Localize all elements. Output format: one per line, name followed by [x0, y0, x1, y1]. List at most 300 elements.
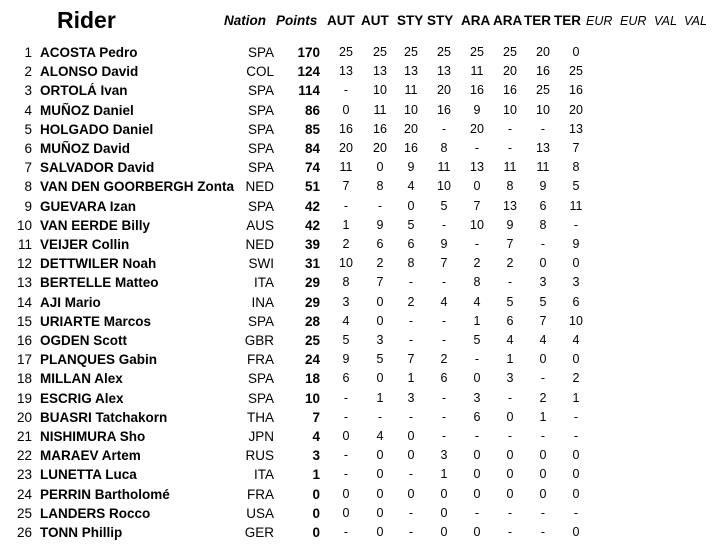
rider-nation: GBR	[244, 333, 274, 348]
race-result-cell: 2	[342, 237, 350, 251]
race-result-cell: 1	[506, 352, 514, 367]
rider-name: AJI Mario	[40, 294, 101, 310]
race-result-cell: 20	[503, 64, 517, 79]
race-result-cell: 20	[339, 141, 353, 155]
race-result-cell: -	[408, 333, 414, 347]
race-result-cell: 10	[437, 179, 451, 194]
rider-position: 17	[16, 352, 32, 368]
race-result-cell: 20	[536, 45, 550, 59]
race-result-cell: 3	[407, 390, 415, 405]
race-header-eur: EUR	[586, 14, 613, 28]
race-result-cell: 11	[569, 198, 583, 213]
rider-name: LUNETTA Luca	[40, 467, 137, 483]
race-result-cell: 7	[342, 179, 350, 194]
rider-nation: USA	[246, 505, 274, 521]
race-result-cell: 5	[440, 198, 448, 213]
rider-position: 1	[24, 45, 32, 60]
rider-points: 42	[304, 217, 320, 233]
race-result-cell: 13	[404, 64, 418, 79]
race-result-cell: 5	[572, 179, 580, 194]
rider-position: 3	[24, 83, 32, 99]
race-result-cell: 0	[407, 198, 415, 213]
table-row	[0, 314, 720, 333]
race-result-cell: -	[441, 313, 447, 328]
table-row	[0, 352, 720, 371]
race-header-ter: TER	[554, 13, 581, 28]
rider-points: 29	[304, 275, 320, 291]
rider-points: 51	[304, 179, 320, 195]
race-result-cell: 7	[572, 141, 580, 155]
race-result-cell: 0	[539, 256, 547, 271]
race-result-cell: 16	[404, 141, 418, 155]
race-result-cell: 6	[440, 371, 448, 386]
table-row	[0, 122, 720, 141]
race-result-cell: 2	[440, 352, 448, 367]
race-result-cell: 7	[440, 256, 448, 271]
race-result-cell: 0	[473, 467, 481, 482]
race-result-cell: 9	[572, 237, 580, 251]
race-result-cell: 2	[473, 256, 481, 271]
rider-name: SALVADOR David	[40, 160, 155, 176]
table-row	[0, 103, 720, 122]
race-result-cell: 11	[437, 160, 451, 175]
race-result-cell: 5	[407, 217, 415, 232]
race-result-cell: 0	[376, 486, 384, 501]
rider-nation: SPA	[247, 141, 274, 156]
race-result-cell: -	[507, 141, 513, 155]
race-result-cell: 6	[376, 237, 384, 251]
rider-position: 12	[16, 256, 32, 272]
rider-nation: SPA	[247, 102, 274, 118]
race-result-cell: 0	[440, 486, 448, 501]
rider-nation: SPA	[247, 160, 274, 176]
race-result-cell: 2	[407, 294, 415, 309]
rider-column-header: Rider	[57, 7, 116, 33]
table-row	[0, 256, 720, 275]
race-result-cell: 0	[376, 313, 384, 328]
race-result-cell: 3	[440, 448, 448, 463]
rider-nation: GER	[244, 525, 274, 540]
rider-points: 114	[298, 83, 320, 99]
rider-nation: THA	[247, 409, 274, 425]
table-row	[0, 295, 720, 314]
rider-points: 42	[304, 198, 320, 214]
table-row	[0, 467, 720, 486]
race-result-cell: 6	[342, 371, 350, 386]
race-result-cell: 0	[539, 352, 547, 367]
rider-position: 23	[16, 467, 32, 483]
race-result-cell: 0	[342, 505, 350, 520]
race-result-cell: 6	[473, 409, 481, 424]
race-result-cell: 1	[407, 371, 415, 386]
rider-name: URIARTE Marcos	[40, 313, 152, 329]
race-result-cell: 3	[342, 294, 350, 309]
race-result-cell: 9	[473, 102, 481, 117]
race-result-cell: 2	[572, 371, 580, 386]
nation-column-header: Nation	[224, 13, 266, 28]
rider-nation: SPA	[247, 121, 274, 137]
rider-points: 31	[304, 256, 320, 272]
race-result-cell: -	[540, 525, 546, 539]
race-result-cell: -	[474, 237, 480, 251]
race-result-cell: -	[408, 467, 414, 482]
race-result-cell: 0	[539, 486, 547, 501]
race-result-cell: 0	[376, 160, 384, 175]
race-result-cell: 4	[342, 313, 350, 328]
rider-points: 24	[304, 352, 320, 368]
race-result-cell: 0	[539, 467, 547, 482]
race-result-cell: 8	[506, 179, 514, 194]
race-result-cell: -	[573, 505, 579, 520]
race-header-ter: TER	[524, 13, 551, 28]
rider-name: VAN EERDE Billy	[40, 217, 151, 233]
race-result-cell: 11	[339, 160, 353, 175]
table-row	[0, 275, 720, 294]
race-result-cell: -	[343, 198, 349, 213]
rider-name: OGDEN Scott	[40, 333, 128, 348]
rider-position: 21	[16, 429, 32, 444]
race-result-cell: 9	[407, 160, 415, 175]
race-result-cell: 8	[342, 275, 350, 290]
rider-name: ACOSTA Pedro	[40, 45, 138, 60]
table-row	[0, 391, 720, 410]
rider-nation: SPA	[247, 45, 274, 60]
race-result-cell: 10	[373, 83, 387, 98]
rider-points: 29	[304, 294, 320, 310]
race-result-cell: -	[408, 525, 414, 539]
race-result-cell: 9	[342, 352, 350, 367]
rider-nation: SPA	[247, 313, 274, 329]
race-result-cell: 8	[572, 160, 580, 175]
rider-nation: NED	[245, 179, 274, 195]
race-result-cell: -	[507, 525, 513, 539]
race-result-cell: -	[377, 198, 383, 213]
rider-points: 124	[297, 64, 320, 80]
race-result-cell: -	[474, 505, 480, 520]
race-result-cell: 0	[376, 294, 384, 309]
rider-points: 28	[304, 313, 320, 329]
race-result-cell: -	[408, 313, 414, 328]
race-result-cell: 25	[339, 45, 353, 59]
rider-name: NISHIMURA Sho	[40, 429, 146, 444]
race-result-cell: 0	[407, 486, 415, 501]
rider-nation: FRA	[247, 352, 274, 368]
rider-points: 1	[312, 467, 320, 483]
rider-points: 170	[297, 45, 320, 60]
rider-points: 84	[304, 141, 320, 156]
table-row	[0, 199, 720, 218]
rider-points: 18	[304, 371, 320, 387]
race-result-cell: 20	[569, 102, 583, 117]
race-result-cell: 4	[539, 333, 547, 347]
race-result-cell: 11	[373, 102, 387, 117]
race-result-cell: 16	[373, 121, 387, 136]
race-result-cell: -	[507, 505, 513, 520]
race-result-cell: 13	[470, 160, 484, 175]
race-result-cell: 0	[407, 448, 415, 463]
race-result-cell: -	[343, 448, 349, 463]
rider-points: 74	[304, 160, 320, 176]
race-result-cell: 13	[437, 64, 451, 79]
race-result-cell: 0	[376, 525, 384, 539]
race-header-val: VAL	[684, 14, 707, 28]
table-row	[0, 448, 720, 467]
race-header-ara: ARA	[461, 13, 491, 28]
rider-position: 20	[16, 409, 32, 425]
race-result-cell: 1	[342, 217, 350, 232]
race-result-cell: 0	[473, 371, 481, 386]
race-result-cell: 6	[572, 294, 580, 309]
rider-points: 39	[304, 237, 320, 252]
rider-name: MUÑOZ David	[40, 141, 131, 156]
rider-position: 7	[24, 160, 32, 176]
race-result-cell: 2	[376, 256, 384, 271]
race-result-cell: 4	[376, 429, 384, 443]
race-result-cell: 0	[342, 429, 350, 443]
race-result-cell: -	[343, 525, 349, 539]
race-result-cell: -	[474, 429, 480, 443]
rider-name: DETTWILER Noah	[40, 256, 157, 272]
race-header-sty: STY	[427, 13, 454, 28]
race-result-cell: 10	[536, 102, 550, 117]
rider-name: BUASRI Tatchakorn	[40, 409, 168, 425]
table-row	[0, 429, 720, 448]
race-result-cell: 8	[440, 141, 448, 155]
race-header-sty: STY	[397, 13, 424, 28]
race-result-cell: 25	[404, 45, 418, 59]
race-result-cell: 0	[572, 486, 580, 501]
race-result-cell: 3	[376, 333, 384, 347]
rider-points: 85	[304, 121, 320, 137]
race-result-cell: 25	[470, 45, 484, 59]
rider-nation: JPN	[248, 429, 274, 444]
rider-position: 6	[24, 141, 32, 156]
race-result-cell: 10	[339, 256, 353, 271]
table-row	[0, 371, 720, 390]
race-result-cell: 0	[376, 467, 384, 482]
rider-nation: SPA	[247, 83, 274, 99]
race-result-cell: 0	[473, 179, 481, 194]
race-result-cell: 16	[339, 121, 353, 136]
race-result-cell: 0	[506, 467, 514, 482]
race-result-cell: 10	[404, 102, 418, 117]
rider-position: 24	[16, 486, 32, 502]
table-row	[0, 506, 720, 525]
race-result-cell: -	[377, 409, 383, 424]
race-result-cell: 1	[572, 390, 580, 405]
table-row	[0, 237, 720, 256]
rider-points: 3	[312, 448, 320, 464]
race-header-aut: AUT	[327, 13, 355, 28]
race-result-cell: 13	[373, 64, 387, 79]
race-result-cell: 0	[506, 486, 514, 501]
race-result-cell: -	[343, 390, 349, 405]
race-result-cell: -	[441, 275, 447, 290]
rider-nation: INA	[251, 294, 274, 310]
race-result-cell: 0	[473, 486, 481, 501]
race-result-cell: 3	[572, 275, 580, 290]
rider-points: 10	[304, 390, 320, 406]
rider-name: PERRIN Bartholomé	[40, 486, 170, 502]
rider-nation: RUS	[245, 448, 274, 464]
race-result-cell: 0	[376, 505, 384, 520]
race-result-cell: 0	[506, 448, 514, 463]
race-result-cell: 0	[572, 525, 580, 539]
rider-nation: ITA	[254, 467, 274, 483]
rider-points: 7	[312, 409, 320, 425]
race-header-aut: AUT	[361, 13, 389, 28]
race-result-cell: -	[474, 141, 480, 155]
race-result-cell: 16	[470, 83, 484, 98]
race-result-cell: 20	[437, 83, 451, 98]
race-result-cell: 0	[407, 429, 415, 443]
race-result-cell: 25	[536, 83, 550, 98]
race-result-cell: 7	[376, 275, 384, 290]
race-result-cell: -	[573, 429, 579, 443]
race-result-cell: -	[573, 409, 579, 424]
race-result-cell: 7	[407, 352, 415, 367]
race-result-cell: 7	[539, 313, 547, 328]
rider-name: PLANQUES Gabin	[40, 352, 158, 368]
rider-points: 0	[312, 525, 320, 540]
race-result-cell: 5	[376, 352, 384, 367]
race-result-cell: 0	[376, 371, 384, 386]
points-column-header: Points	[276, 13, 318, 28]
rider-points: 4	[312, 429, 320, 444]
race-result-cell: 13	[339, 64, 353, 79]
race-result-cell: 13	[536, 141, 550, 155]
race-header-ara: ARA	[493, 13, 523, 28]
rider-name: VEIJER Collin	[40, 237, 130, 252]
table-row	[0, 179, 720, 198]
race-result-cell: 0	[376, 448, 384, 463]
race-result-cell: -	[408, 275, 414, 290]
race-result-cell: 2	[506, 256, 514, 271]
race-result-cell: 11	[503, 160, 517, 175]
race-result-cell: -	[507, 429, 513, 443]
race-result-cell: 9	[506, 217, 514, 232]
race-result-cell: -	[408, 409, 414, 424]
table-row	[0, 141, 720, 160]
rider-name: GUEVARA Izan	[40, 198, 137, 214]
race-result-cell: -	[343, 409, 349, 424]
rider-points: 25	[304, 333, 320, 348]
race-result-cell: 4	[440, 294, 448, 309]
table-row	[0, 333, 720, 352]
race-result-cell: 20	[404, 121, 418, 136]
rider-name: VAN DEN GOORBERGH Zonta	[40, 179, 235, 195]
race-result-cell: 4	[572, 333, 580, 347]
race-result-cell: 20	[470, 121, 484, 136]
rider-position: 2	[24, 64, 32, 80]
table-row	[0, 160, 720, 179]
rider-name: ESCRIG Alex	[40, 390, 124, 406]
race-result-cell: -	[441, 333, 447, 347]
race-result-cell: -	[441, 429, 447, 443]
race-result-cell: 7	[473, 198, 481, 213]
race-result-cell: 16	[569, 83, 583, 98]
rider-nation: SPA	[247, 371, 274, 387]
race-result-cell: -	[474, 352, 480, 367]
rider-position: 22	[16, 448, 32, 464]
race-result-cell: -	[507, 275, 513, 290]
rider-name: MILLAN Alex	[40, 371, 123, 387]
rider-nation: NED	[245, 237, 274, 252]
race-result-cell: 0	[539, 448, 547, 463]
race-result-cell: 9	[539, 179, 547, 194]
race-result-cell: -	[540, 371, 546, 386]
race-result-cell: 1	[440, 467, 448, 482]
race-result-cell: 4	[473, 294, 481, 309]
race-result-cell: 0	[572, 256, 580, 271]
race-result-cell: 16	[536, 64, 550, 79]
rider-name: BERTELLE Matteo	[40, 275, 159, 291]
race-result-cell: -	[540, 121, 546, 136]
race-result-cell: 0	[572, 448, 580, 463]
rider-position: 13	[16, 275, 32, 291]
rider-name: ORTOLÁ Ivan	[40, 83, 128, 99]
race-result-cell: 0	[572, 45, 580, 59]
race-result-cell: 6	[506, 313, 514, 328]
race-result-cell: 0	[473, 448, 481, 463]
rider-position: 26	[16, 525, 32, 540]
race-result-cell: 0	[440, 525, 448, 539]
rider-nation: SPA	[247, 198, 274, 214]
table-row	[0, 487, 720, 506]
race-result-cell: -	[573, 217, 579, 232]
race-result-cell: 3	[539, 275, 547, 290]
race-header-eur: EUR	[620, 14, 647, 28]
rider-nation: SWI	[248, 256, 274, 272]
rider-nation: SPA	[247, 390, 274, 406]
rider-position: 4	[24, 102, 32, 118]
race-result-cell: 1	[539, 409, 547, 424]
race-result-cell: 16	[503, 83, 517, 98]
race-result-cell: 3	[473, 390, 481, 405]
table-row	[0, 525, 720, 544]
race-result-cell: -	[343, 467, 349, 482]
rider-points: 0	[312, 505, 320, 521]
rider-position: 10	[16, 217, 32, 233]
race-result-cell: 11	[470, 64, 484, 79]
race-result-cell: 6	[539, 198, 547, 213]
race-result-cell: -	[441, 390, 447, 405]
race-result-cell: 5	[473, 333, 481, 347]
rider-position: 9	[24, 198, 32, 214]
race-result-cell: 8	[376, 179, 384, 194]
race-result-cell: -	[540, 505, 546, 520]
rider-name: HOLGADO Daniel	[40, 121, 154, 137]
race-result-cell: 0	[473, 525, 481, 539]
race-result-cell: 11	[404, 83, 418, 98]
race-result-cell: 11	[536, 160, 550, 175]
rider-position: 14	[16, 294, 32, 310]
race-result-cell: 5	[506, 294, 514, 309]
race-result-cell: 3	[506, 371, 514, 386]
race-result-cell: 13	[569, 121, 583, 136]
table-row	[0, 64, 720, 83]
race-result-cell: -	[507, 390, 513, 405]
race-result-cell: 4	[407, 179, 415, 194]
rider-position: 5	[24, 121, 32, 137]
race-result-cell: 5	[342, 333, 350, 347]
table-row	[0, 218, 720, 237]
table-row	[0, 410, 720, 429]
rider-position: 16	[16, 333, 32, 348]
rider-position: 25	[16, 505, 32, 521]
race-result-cell: 0	[342, 486, 350, 501]
race-result-cell: 9	[440, 237, 448, 251]
